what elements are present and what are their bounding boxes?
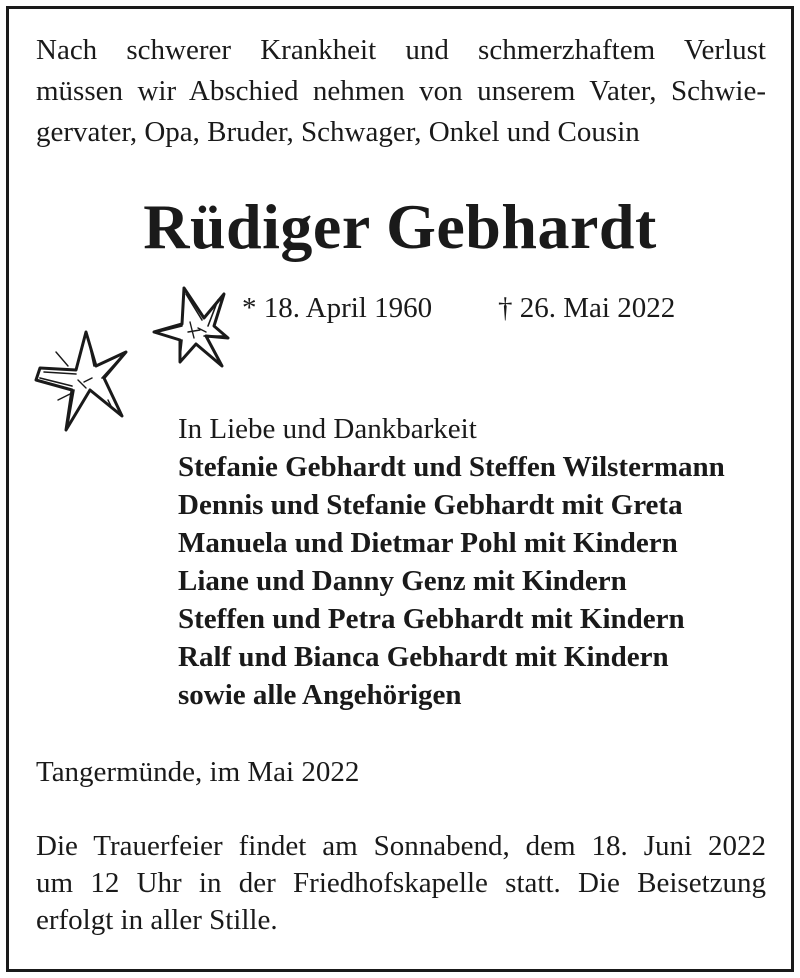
- intro-line: gervater, Opa, Bruder, Schwager, Onkel und Cousin: [36, 116, 640, 148]
- family-member: Dennis und Stefanie Gebhardt mit Greta: [178, 489, 683, 521]
- intro-line: Nach schwerer Krankheit und schmerzhaftem Verlust: [36, 34, 766, 66]
- family-lead: In Liebe und Dankbarkeit: [178, 413, 477, 445]
- family-signature: [178, 410, 778, 714]
- place-date: Tangermünde, im Mai 2022: [36, 756, 360, 788]
- family-member: Ralf und Bianca Gebhardt mit Kindern: [178, 641, 669, 673]
- family-member: Stefanie Gebhardt und Steffen Wilstermann: [178, 451, 725, 483]
- intro-text: [36, 30, 766, 153]
- star-icon: [154, 288, 228, 366]
- family-member: Steffen und Petra Gebhardt mit Kindern: [178, 603, 685, 635]
- intro-line: müssen wir Abschied nehmen von unserem Vater, Schwie-: [36, 75, 766, 107]
- ceremony-info: [36, 828, 766, 939]
- ceremony-line: Die Trauerfeier findet am Sonnabend, dem 18. Juni 2022: [36, 830, 766, 862]
- family-member: Liane und Danny Genz mit Kindern: [178, 565, 627, 597]
- ceremony-line: um 12 Uhr in der Friedhofskapelle statt. Die Beisetzung: [36, 867, 766, 899]
- star-icon: [36, 332, 126, 430]
- family-member: Manuela und Dietmar Pohl mit Kindern: [178, 527, 678, 559]
- ceremony-line: erfolgt in aller Stille.: [36, 904, 278, 936]
- family-member: sowie alle Angehörigen: [178, 679, 462, 711]
- birth-date: * 18. April 1960: [242, 292, 433, 324]
- death-date: † 26. Mai 2022: [498, 292, 676, 324]
- deceased-name: Rüdiger Gebhardt: [143, 191, 657, 262]
